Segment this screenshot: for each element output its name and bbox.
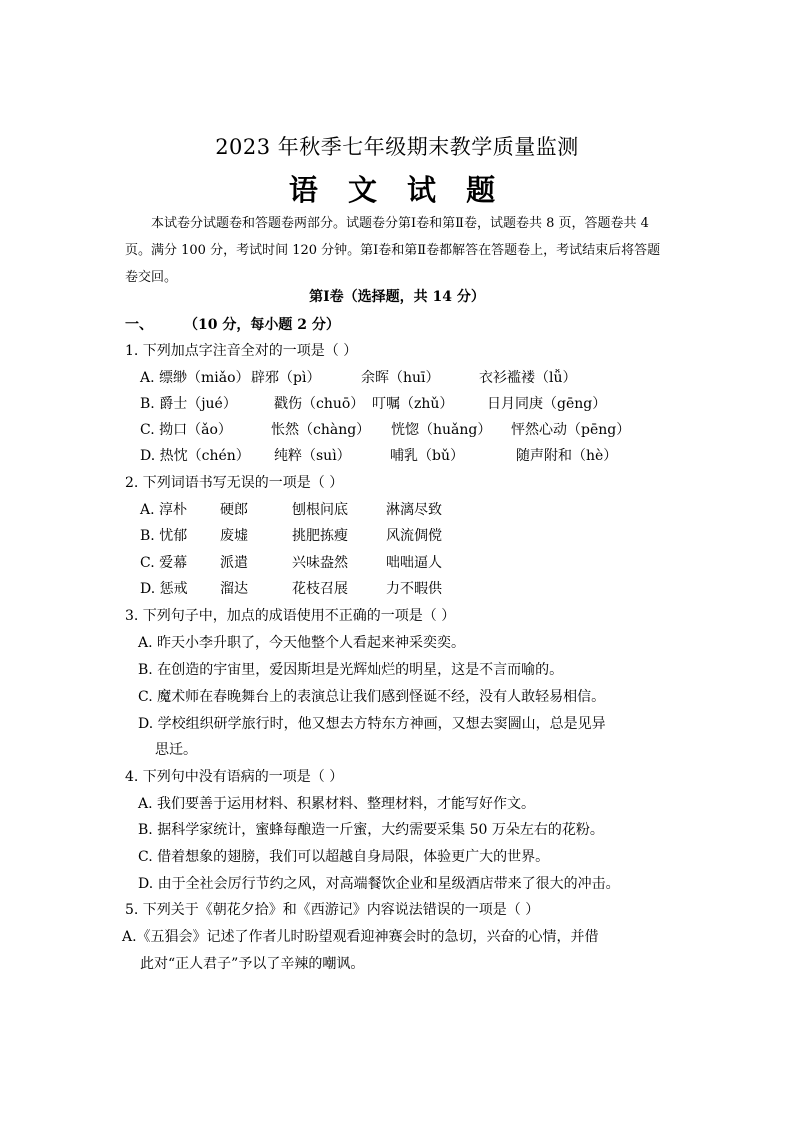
question-3-option-d: D. 学校组织研学旅行时，他又想去方特东方神画，又想去窦圌山，总是见异 [138, 716, 606, 732]
option-item: 废墟 [220, 528, 248, 544]
section-heading: 第Ⅰ卷（选择题，共 14 分） [309, 289, 485, 305]
option-item: 怅然（chàng） [271, 422, 371, 438]
part-heading [125, 314, 340, 334]
question-4-option-c: C. 借着想象的翅膀，我们可以超越自身局限，体验更广大的世界。 [138, 849, 550, 865]
option-item: 辟邪（pì） [251, 370, 321, 386]
question-3-option-d-continued: 思迁。 [155, 742, 197, 758]
question-1-stem: 1. 下列加点字注音全对的一项是（ ） [125, 343, 358, 359]
question-2-option-c [140, 552, 442, 572]
question-4-stem: 4. 下列句中没有语病的一项是（ ） [125, 769, 344, 785]
question-3-stem: 3. 下列句子中，加点的成语使用不正确的一项是（ ） [125, 608, 456, 624]
exam-title: 2023 年秋季七年级期末教学质量监测 [215, 135, 579, 159]
question-2-option-a [140, 499, 442, 519]
question-2-option-b [140, 525, 442, 545]
option-item: D. 惩戒 [140, 581, 188, 597]
option-item: 花枝召展 [292, 581, 348, 597]
question-1-option-a [140, 367, 577, 387]
question-5-option-a-continued: 此对“正人君子”予以了辛辣的嘲讽。 [140, 956, 365, 972]
question-5-stem: 5. 下列关于《朝花夕拾》和《西游记》内容说法错误的一项是（ ） [125, 902, 540, 918]
exam-instructions: 本试卷分试题卷和答题卷两部分。试题卷分第Ⅰ卷和第Ⅱ卷，试题卷共 8 页，答题卷共 4 页。满分 100 分，考试时间 120 分钟。第Ⅰ卷和第Ⅱ卷都解答在答题卷上，考试结束后将答题卷交回。 [125, 216, 661, 285]
option-item: 溜达 [220, 581, 248, 597]
option-item: 挑肥拣瘦 [292, 528, 348, 544]
option-item: 派遣 [220, 555, 248, 571]
option-item: 恍惚（huǎng） [391, 422, 492, 438]
option-item: 咄咄逼人 [386, 555, 442, 571]
option-item: B. 爵士（jué） [140, 396, 237, 412]
option-item: 戳伤（chuō） [274, 396, 365, 412]
option-item: 哺乳（bǔ） [390, 448, 464, 464]
option-item: 淋漓尽致 [386, 502, 442, 518]
part-number: 一、 [125, 317, 153, 333]
question-1-option-c [140, 419, 630, 439]
option-item: 随声附和（hè） [516, 448, 618, 464]
option-item: C. 爱幕 [140, 555, 188, 571]
question-1-option-b [140, 393, 606, 413]
question-4-option-b: B. 据科学家统计，蜜蜂每酿造一斤蜜，大约需要采集 50 万朵左右的花粉。 [138, 822, 604, 838]
option-item: 兴味盎然 [292, 555, 348, 571]
option-item: D. 热忱（chén） [140, 448, 250, 464]
question-1-option-d [140, 445, 617, 465]
option-item: 刨根问底 [292, 502, 348, 518]
part-score: （10 分，每小题 2 分） [191, 317, 340, 333]
question-4-option-d: D. 由于全社会厉行节约之风，对高端餐饮企业和星级酒店带来了很大的冲击。 [138, 876, 620, 892]
question-4-option-a: A. 我们要善于运用材料、积累材料、整理材料，才能写好作文。 [138, 796, 536, 812]
question-5-option-a: A.《五猖会》记述了作者儿时盼望观看迎神赛会时的急切，兴奋的心情，并借 [122, 929, 599, 945]
option-item: 余晖（huī） [361, 370, 440, 386]
option-item: A. 缥缈（miǎo） [140, 370, 250, 386]
question-3-option-c: C. 魔术师在春晚舞台上的表演总让我们感到怪诞不经，没有人敢轻易相信。 [138, 689, 606, 705]
option-item: 怦然心动（pēng） [511, 422, 631, 438]
question-3-option-b: B. 在创造的宇宙里，爱因斯坦是光辉灿烂的明星，这是不言而喻的。 [138, 662, 564, 678]
question-2-option-d [140, 578, 442, 598]
question-3-option-a: A. 昨天小李升职了，今天他整个人看起来神采奕奕。 [138, 635, 466, 651]
option-item: 叮嘱（zhǔ） [372, 396, 454, 412]
option-item: 力不暇供 [386, 581, 442, 597]
option-item: B. 忧郁 [140, 528, 188, 544]
subject-title: 语 文 试 题 [288, 173, 506, 207]
option-item: 日月同庚（gēng） [487, 396, 607, 412]
option-item: 衣衫褴褛（lǚ） [479, 370, 577, 386]
option-item: 纯粹（suì） [274, 448, 351, 464]
option-item: A. 淳朴 [140, 502, 188, 518]
option-item: C. 拗口（ǎo） [140, 422, 232, 438]
question-2-stem: 2. 下列词语书写无误的一项是（ ） [125, 475, 344, 491]
option-item: 风流倜傥 [386, 528, 442, 544]
option-item: 硬郎 [220, 502, 248, 518]
